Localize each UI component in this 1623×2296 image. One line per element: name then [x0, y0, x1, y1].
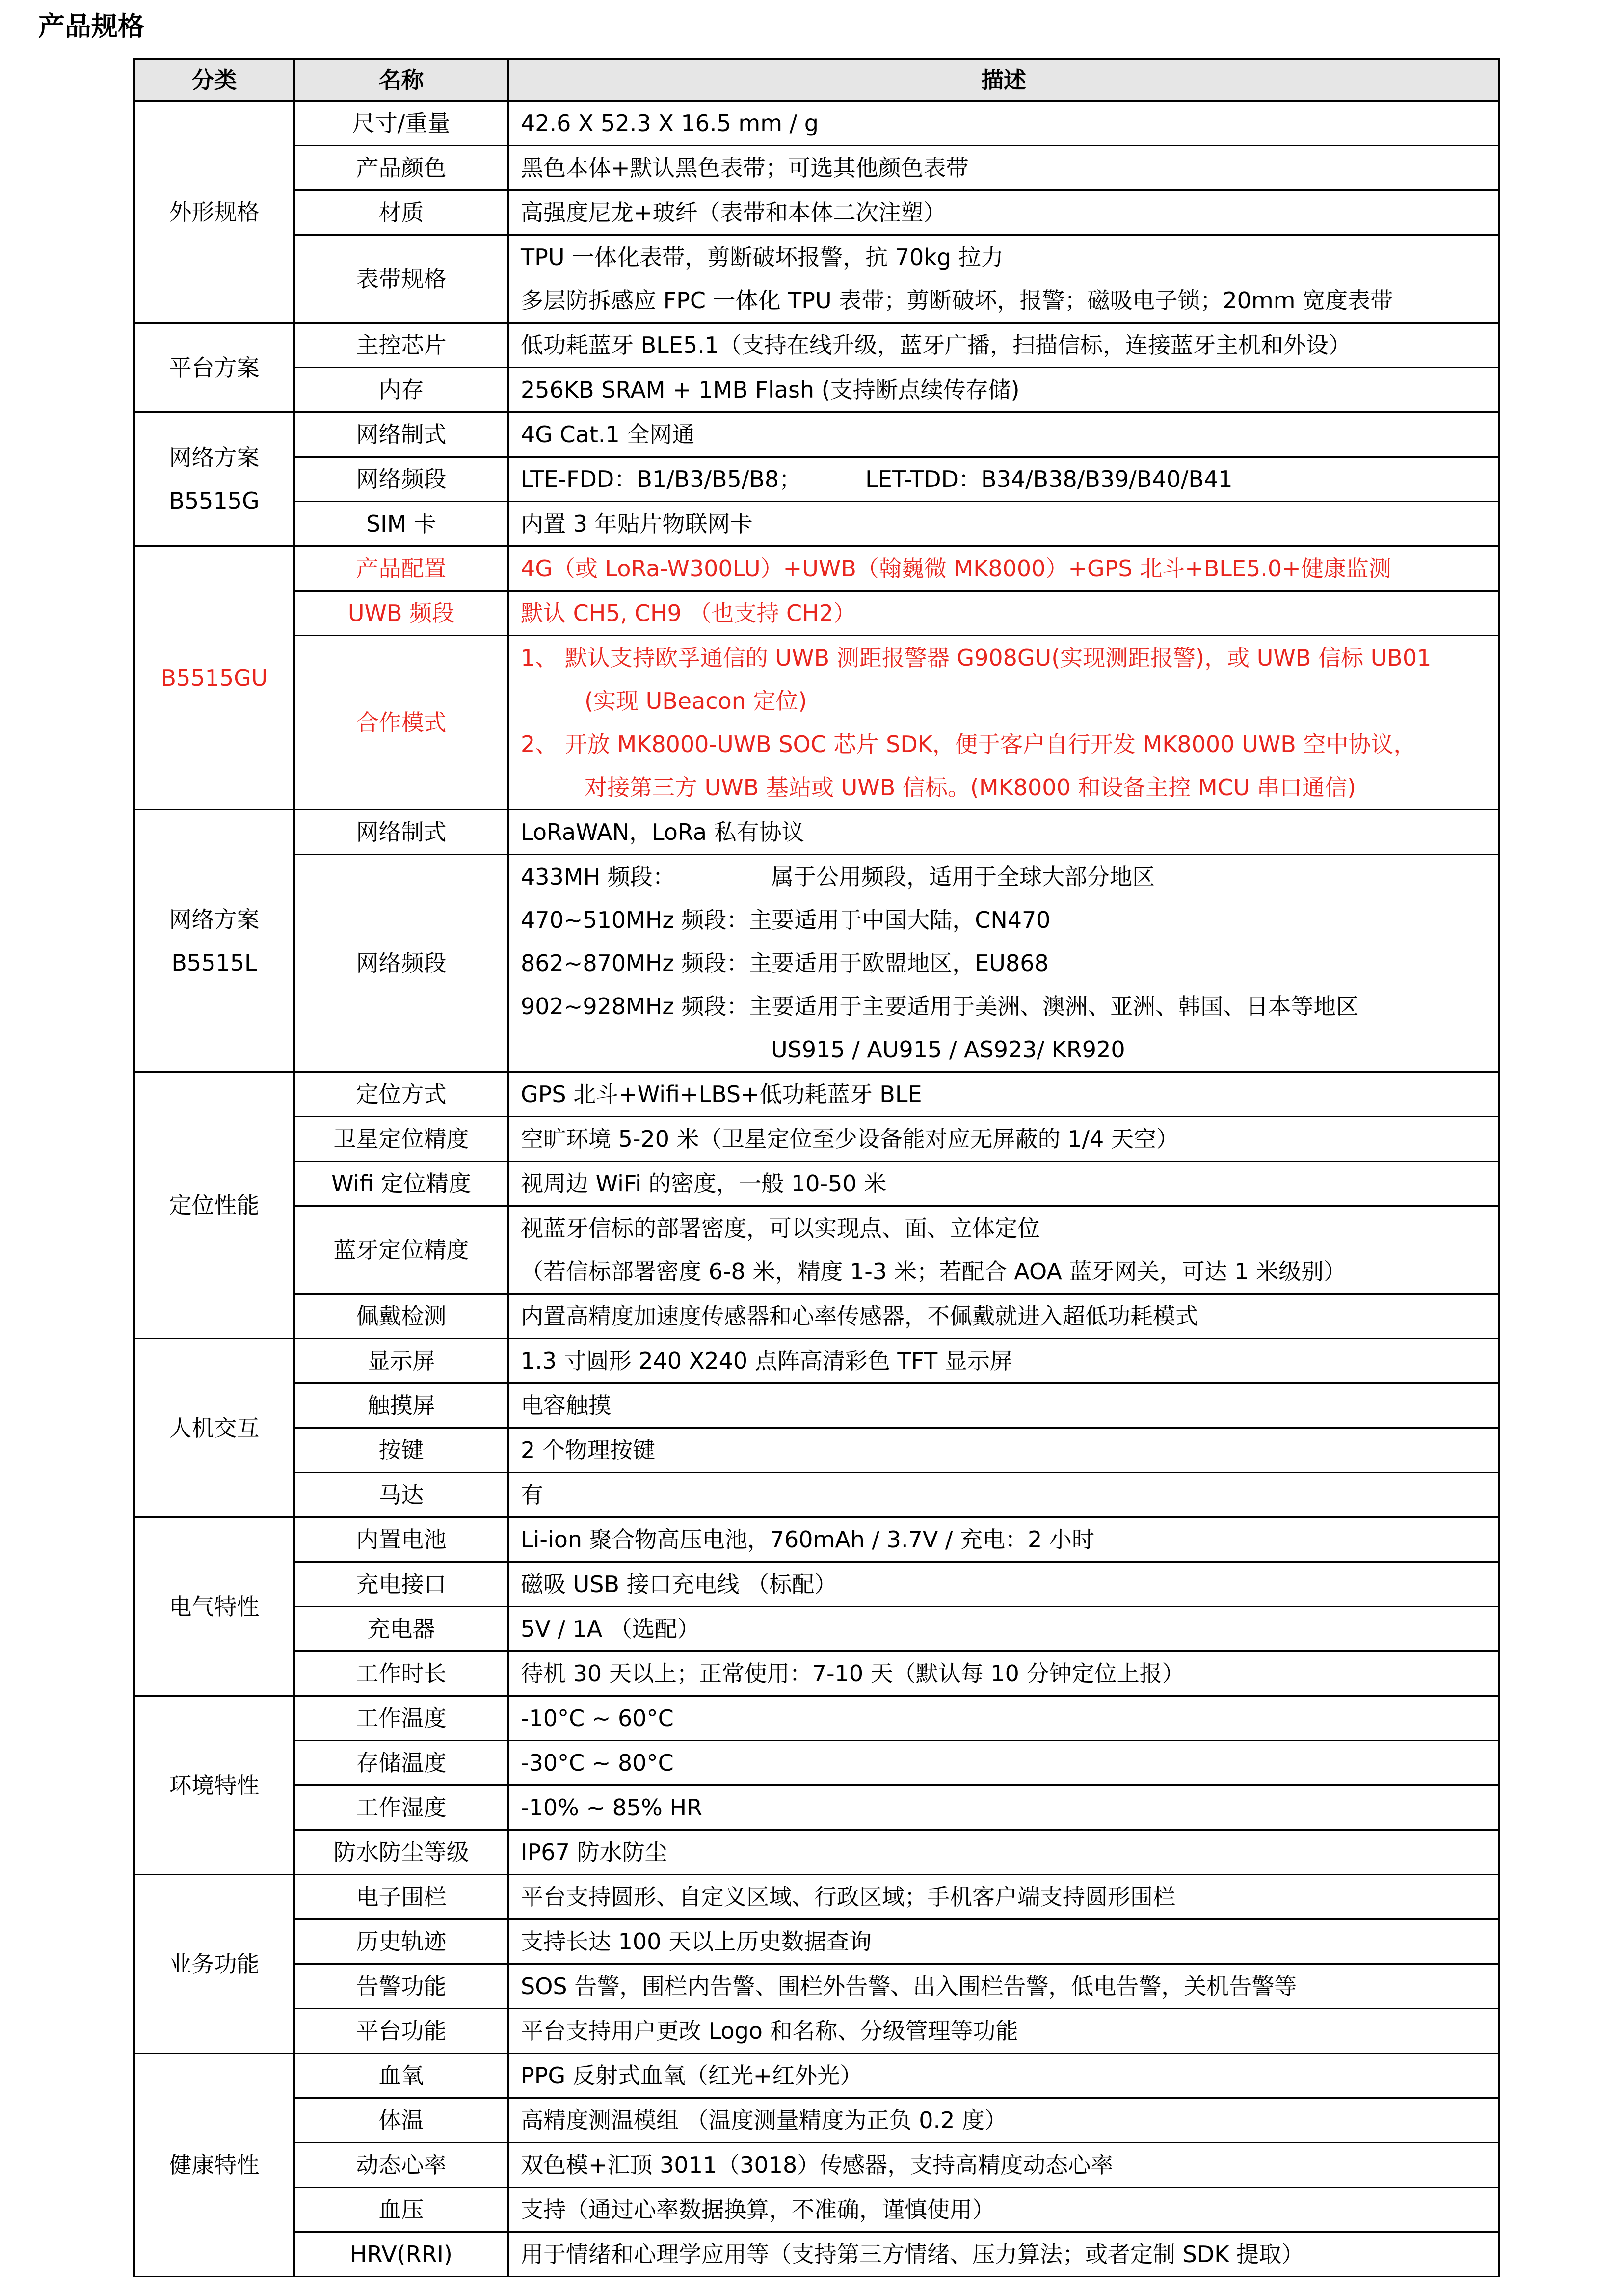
band-line [521, 898, 1487, 942]
row-name: 历史轨迹 [294, 1919, 508, 1964]
row-desc: 4G Cat.1 全网通 [508, 412, 1499, 457]
row-name: 内置电池 [294, 1517, 508, 1562]
row-name: 网络制式 [294, 412, 508, 457]
table-row [134, 457, 1499, 502]
table-row [134, 2009, 1499, 2053]
table-row [134, 368, 1499, 412]
table-header-row [134, 59, 1499, 101]
table-row [134, 1964, 1499, 2009]
row-desc [508, 636, 1499, 810]
category-shape: 外形规格 [134, 101, 294, 323]
category-line: B5515L [171, 949, 257, 976]
desc-line: (实现 UBeacon 定位) [585, 688, 807, 714]
table-row [134, 1294, 1499, 1339]
desc-line: TPU 一体化表带，剪断破坏报警，抗 70kg 拉力 [521, 244, 1004, 270]
row-desc: Li-ion 聚合物高压电池，760mAh / 3.7V / 充电：2 小时 [508, 1517, 1499, 1562]
row-name: HRV(RRI) [294, 2232, 508, 2277]
table-row [134, 1741, 1499, 1785]
table-row [134, 1562, 1499, 1607]
row-desc: -10% ~ 85% HR [508, 1785, 1499, 1830]
row-name: 动态心率 [294, 2143, 508, 2188]
row-desc: 2 个物理按键 [508, 1428, 1499, 1473]
band-info: 主要适用于欧盟地区，EU868 [749, 950, 1049, 976]
table-row [134, 2143, 1499, 2188]
table-row [134, 190, 1499, 235]
band-info: 主要适用于主要适用于美洲、澳洲、亚洲、韩国、日本等地区 [749, 993, 1359, 1020]
table-row [134, 412, 1499, 457]
row-desc: 平台支持圆形、自定义区域、行政区域；手机客户端支持圆形围栏 [508, 1875, 1499, 1919]
row-name: 材质 [294, 190, 508, 235]
row-name: 产品配置 [294, 546, 508, 591]
row-desc: 用于情绪和心理学应用等（支持第三方情绪、压力算法；或者定制 SDK 提取） [508, 2232, 1499, 2277]
row-name: 防水防尘等级 [294, 1830, 508, 1875]
row-desc: 平台支持用户更改 Logo 和名称、分级管理等功能 [508, 2009, 1499, 2053]
table-row [134, 2098, 1499, 2143]
row-desc: 高精度测温模组 （温度测量精度为正负 0.2 度） [508, 2098, 1499, 2143]
category-business: 业务功能 [134, 1875, 294, 2053]
row-name: 充电器 [294, 1607, 508, 1651]
row-name: 存储温度 [294, 1741, 508, 1785]
table-row [134, 1117, 1499, 1162]
band-tdd: LET-TDD：B34/B38/B39/B40/B41 [865, 466, 1233, 492]
spec-table [133, 58, 1500, 2277]
band-line [521, 942, 1487, 985]
row-desc: 内置 3 年贴片物联网卡 [508, 502, 1499, 546]
row-name: 网络频段 [294, 855, 508, 1072]
table-row [134, 636, 1499, 810]
table-row [134, 1339, 1499, 1383]
row-desc: 待机 30 天以上；正常使用：7-10 天（默认每 10 分钟定位上报） [508, 1651, 1499, 1696]
row-name: 血压 [294, 2188, 508, 2232]
desc-line: 多层防拆感应 FPC 一体化 TPU 表带；剪断破坏，报警；磁吸电子锁；20mm 宽度表带 [521, 287, 1393, 314]
row-name: 佩戴检测 [294, 1294, 508, 1339]
row-desc: 1.3 寸圆形 240 X240 点阵高清彩色 TFT 显示屏 [508, 1339, 1499, 1383]
row-name: 按键 [294, 1428, 508, 1473]
table-row [134, 591, 1499, 636]
table-row [134, 1696, 1499, 1741]
table-row [134, 1383, 1499, 1428]
table-row [134, 2053, 1499, 2098]
row-desc: 内置高精度加速度传感器和心率传感器，不佩戴就进入超低功耗模式 [508, 1294, 1499, 1339]
row-desc: 视周边 WiFi 的密度，一般 10-50 米 [508, 1162, 1499, 1206]
row-desc: 低功耗蓝牙 BLE5.1（支持在线升级，蓝牙广播，扫描信标，连接蓝牙主机和外设） [508, 323, 1499, 368]
row-desc: PPG 反射式血氧（红光+红外光） [508, 2053, 1499, 2098]
table-row [134, 2188, 1499, 2232]
band-label: 902~928MHz 频段： [521, 993, 749, 1020]
row-name: Wifi 定位精度 [294, 1162, 508, 1206]
table-row [134, 1875, 1499, 1919]
table-row [134, 1072, 1499, 1117]
table-row [134, 810, 1499, 855]
row-desc: IP67 防水防尘 [508, 1830, 1499, 1875]
row-name: 血氧 [294, 2053, 508, 2098]
row-desc [508, 855, 1499, 1072]
category-network-g [134, 412, 294, 546]
row-desc: 支持（通过心率数据换算，不准确，谨慎使用） [508, 2188, 1499, 2232]
category-line: B5515G [169, 487, 260, 514]
row-name: 卫星定位精度 [294, 1117, 508, 1162]
header-description: 描述 [508, 59, 1499, 101]
row-desc: 有 [508, 1473, 1499, 1517]
desc-line: 2、 开放 MK8000-UWB SOC 芯片 SDK，便于客户自行开发 MK8000 UWB 空中协议， [521, 731, 1416, 757]
row-desc: 5V / 1A （选配） [508, 1607, 1499, 1651]
header-category: 分类 [134, 59, 294, 101]
table-row [134, 1830, 1499, 1875]
row-name: 网络频段 [294, 457, 508, 502]
table-row [134, 1607, 1499, 1651]
row-desc: 高强度尼龙+玻纤（表带和本体二次注塑） [508, 190, 1499, 235]
row-desc: LoRaWAN，LoRa 私有协议 [508, 810, 1499, 855]
row-name: UWB 频段 [294, 591, 508, 636]
band-extra: US915 / AU915 / AS923/ KR920 [771, 1036, 1125, 1063]
row-name: 工作温度 [294, 1696, 508, 1741]
category-platform: 平台方案 [134, 323, 294, 412]
row-desc: 空旷环境 5-20 米（卫星定位至少设备能对应无屏蔽的 1/4 天空） [508, 1117, 1499, 1162]
row-desc: 磁吸 USB 接口充电线 （标配） [508, 1562, 1499, 1607]
row-name: 平台功能 [294, 2009, 508, 2053]
row-desc: 默认 CH5, CH9 （也支持 CH2） [508, 591, 1499, 636]
row-name: 主控芯片 [294, 323, 508, 368]
table-row [134, 1651, 1499, 1696]
row-desc: -10°C ~ 60°C [508, 1696, 1499, 1741]
category-position: 定位性能 [134, 1072, 294, 1339]
category-health: 健康特性 [134, 2053, 294, 2277]
row-desc: 4G（或 LoRa-W300LU）+UWB（翰巍微 MK8000）+GPS 北斗+BLE5.0+健康监测 [508, 546, 1499, 591]
row-name: 内存 [294, 368, 508, 412]
header-name: 名称 [294, 59, 508, 101]
table-row [134, 323, 1499, 368]
row-desc: 256KB SRAM + 1MB Flash (支持断点续传存储) [508, 368, 1499, 412]
desc-line: 视蓝牙信标的部署密度，可以实现点、面、立体定位 [521, 1215, 1040, 1242]
row-name: 触摸屏 [294, 1383, 508, 1428]
table-row [134, 1919, 1499, 1964]
table-row [134, 1785, 1499, 1830]
row-name: 体温 [294, 2098, 508, 2143]
row-name: 产品颜色 [294, 146, 508, 190]
row-desc [508, 1206, 1499, 1294]
table-row [134, 1428, 1499, 1473]
table-row [134, 546, 1499, 591]
band-label: 862~870MHz 频段： [521, 950, 749, 976]
band-info: 属于公用频段，适用于全球大部分地区 [771, 864, 1155, 890]
row-name: 电子围栏 [294, 1875, 508, 1919]
row-desc [508, 457, 1499, 502]
table-row [134, 1473, 1499, 1517]
row-desc [508, 235, 1499, 323]
row-desc: -30°C ~ 80°C [508, 1741, 1499, 1785]
row-desc: 42.6 X 52.3 X 16.5 mm / g [508, 101, 1499, 146]
row-name: 合作模式 [294, 636, 508, 810]
row-desc: GPS 北斗+Wifi+LBS+低功耗蓝牙 BLE [508, 1072, 1499, 1117]
band-label: 433MH 频段： [521, 864, 675, 890]
band-info: 主要适用于中国大陆，CN470 [749, 907, 1051, 933]
row-name: 工作湿度 [294, 1785, 508, 1830]
row-desc: SOS 告警，围栏内告警、围栏外告警、出入围栏告警，低电告警，关机告警等 [508, 1964, 1499, 2009]
category-hmi: 人机交互 [134, 1339, 294, 1517]
band-line [521, 855, 1487, 898]
desc-line: （若信标部署密度 6-8 米，精度 1-3 米；若配合 AOA 蓝牙网关，可达 1 米级别） [521, 1258, 1347, 1285]
band-fdd: LTE-FDD：B1/B3/B5/B8； [521, 466, 802, 492]
table-row [134, 2232, 1499, 2277]
category-b5515gu: B5515GU [134, 546, 294, 810]
table-row [134, 235, 1499, 323]
row-desc: 黑色本体+默认黑色表带；可选其他颜色表带 [508, 146, 1499, 190]
row-desc: 双色模+汇顶 3011（3018）传感器，支持高精度动态心率 [508, 2143, 1499, 2188]
table-row [134, 1206, 1499, 1294]
row-name: 定位方式 [294, 1072, 508, 1117]
table-row [134, 101, 1499, 146]
row-name: 显示屏 [294, 1339, 508, 1383]
row-name: 表带规格 [294, 235, 508, 323]
row-desc: 电容触摸 [508, 1383, 1499, 1428]
table-row [134, 855, 1499, 1072]
desc-line: 1、 默认支持欧孚通信的 UWB 测距报警器 G908GU(实现测距报警)，或 UWB 信标 UB01 [521, 645, 1432, 671]
table-row [134, 502, 1499, 546]
row-name: 充电接口 [294, 1562, 508, 1607]
table-row [134, 1517, 1499, 1562]
table-row [134, 1162, 1499, 1206]
category-environment: 环境特性 [134, 1696, 294, 1875]
row-name: 尺寸/重量 [294, 101, 508, 146]
desc-line: 对接第三方 UWB 基站或 UWB 信标。(MK8000 和设备主控 MCU 串口通信) [585, 774, 1357, 801]
row-name: SIM 卡 [294, 502, 508, 546]
row-desc: 支持长达 100 天以上历史数据查询 [508, 1919, 1499, 1964]
row-name: 蓝牙定位精度 [294, 1206, 508, 1294]
table-row [134, 146, 1499, 190]
row-name: 马达 [294, 1473, 508, 1517]
category-line: 网络方案 [169, 906, 260, 933]
page-title: 产品规格 [38, 11, 144, 42]
row-name: 告警功能 [294, 1964, 508, 2009]
band-label: 470~510MHz 频段： [521, 907, 749, 933]
row-name: 网络制式 [294, 810, 508, 855]
category-network-l [134, 810, 294, 1072]
category-line: 网络方案 [169, 444, 260, 471]
row-name: 工作时长 [294, 1651, 508, 1696]
band-line [521, 985, 1487, 1028]
category-electric: 电气特性 [134, 1517, 294, 1696]
